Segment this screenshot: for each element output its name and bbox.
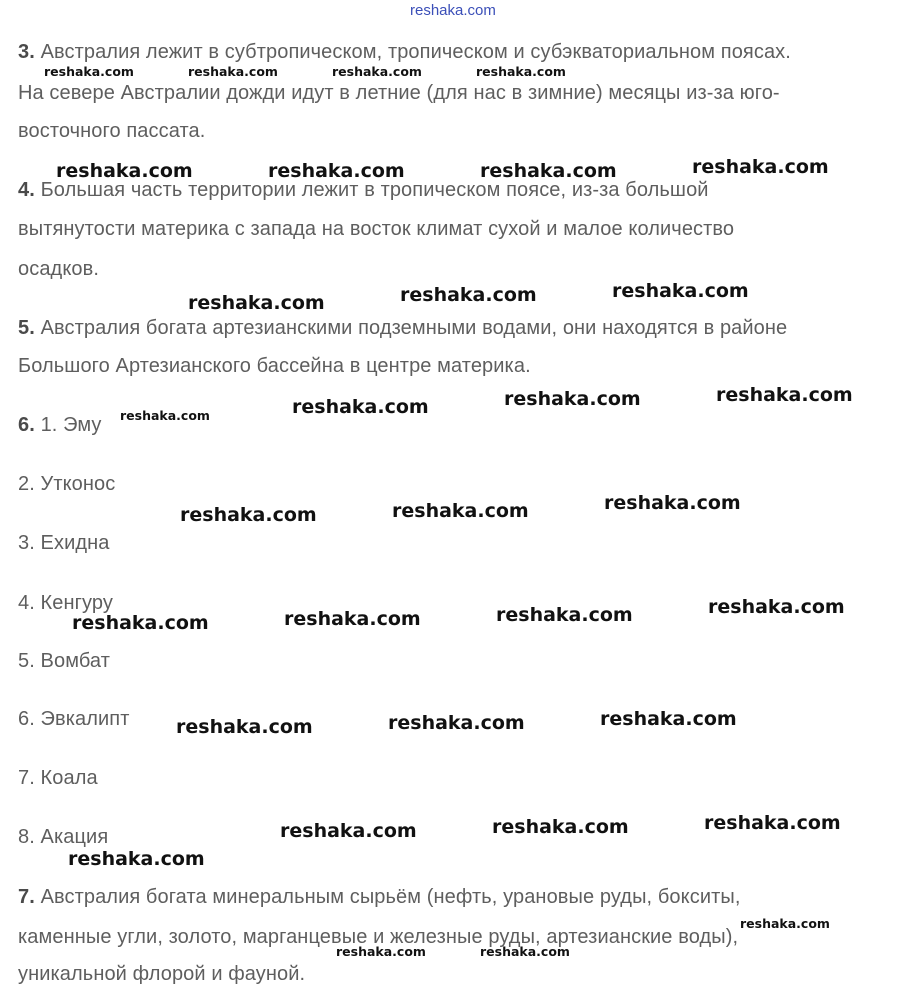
- watermark: reshaka.com: [704, 812, 841, 834]
- watermark: reshaka.com: [292, 396, 429, 418]
- watermark: reshaka.com: [480, 160, 617, 182]
- item-4-line-1: 4. Большая часть территории лежит в тропическом поясе, из-за большой: [18, 179, 709, 201]
- item-7-line-1: 7. Австралия богата минеральным сырьём (нефть, урановые руды, бокситы,: [18, 886, 741, 908]
- watermark: reshaka.com: [388, 712, 525, 734]
- item-number: 6.: [18, 414, 35, 436]
- item-5-line-1: 5. Австралия богата артезианскими подземными водами, они находятся в районе: [18, 317, 788, 339]
- watermark: reshaka.com: [120, 408, 210, 423]
- watermark: reshaka.com: [188, 292, 325, 314]
- item-number: 7.: [18, 886, 35, 908]
- watermark: reshaka.com: [176, 716, 313, 738]
- watermark: reshaka.com: [708, 596, 845, 618]
- item-6-list-2: 2. Утконос: [18, 473, 116, 495]
- item-4-line-2: вытянутости материка с запада на восток климат сухой и малое количество: [18, 218, 735, 240]
- watermark: reshaka.com: [604, 492, 741, 514]
- watermark: reshaka.com: [476, 64, 566, 79]
- watermark: reshaka.com: [492, 816, 629, 838]
- site-header-watermark: reshaka.com: [410, 2, 496, 19]
- watermark: reshaka.com: [72, 612, 209, 634]
- watermark: reshaka.com: [336, 944, 426, 959]
- watermark: reshaka.com: [180, 504, 317, 526]
- item-number: 3.: [18, 41, 35, 63]
- item-7-line-3: уникальной флорой и фауной.: [18, 963, 306, 985]
- item-3-line-3: восточного пассата.: [18, 120, 206, 142]
- item-6-list-6: 6. Эвкалипт: [18, 708, 130, 730]
- item-6-list-7: 7. Коала: [18, 767, 98, 789]
- item-6-list-5: 5. Вомбат: [18, 650, 110, 672]
- item-7-line-2: каменные угли, золото, марганцевые и железные руды, артезианские воды),: [18, 926, 739, 948]
- watermark: reshaka.com: [716, 384, 853, 406]
- item-number: 4.: [18, 179, 35, 201]
- item-3-line-1: 3. Австралия лежит в субтропическом, тропическом и субэкваториальном поясах.: [18, 41, 791, 63]
- watermark: reshaka.com: [612, 280, 749, 302]
- watermark: reshaka.com: [332, 64, 422, 79]
- watermark: reshaka.com: [392, 500, 529, 522]
- item-6-list-1: 6. 1. Эму: [18, 414, 102, 436]
- watermark: reshaka.com: [692, 156, 829, 178]
- watermark: reshaka.com: [504, 388, 641, 410]
- watermark: reshaka.com: [268, 160, 405, 182]
- watermark: reshaka.com: [400, 284, 537, 306]
- watermark: reshaka.com: [44, 64, 134, 79]
- item-4-line-3: осадков.: [18, 258, 99, 280]
- watermark: reshaka.com: [740, 916, 830, 931]
- item-6-list-8: 8. Акация: [18, 826, 109, 848]
- watermark: reshaka.com: [56, 160, 193, 182]
- watermark: reshaka.com: [480, 944, 570, 959]
- item-3-line-2: На севере Австралии дожди идут в летние (для нас в зимние) месяцы из-за юго-: [18, 82, 780, 104]
- watermark: reshaka.com: [284, 608, 421, 630]
- watermark: reshaka.com: [496, 604, 633, 626]
- item-6-list-3: 3. Ехидна: [18, 532, 110, 554]
- watermark: reshaka.com: [188, 64, 278, 79]
- item-5-line-2: Большого Артезианского бассейна в центре материка.: [18, 355, 531, 377]
- item-6-list-4: 4. Кенгуру: [18, 592, 114, 614]
- watermark: reshaka.com: [280, 820, 417, 842]
- watermark: reshaka.com: [68, 848, 205, 870]
- watermark: reshaka.com: [600, 708, 737, 730]
- item-number: 5.: [18, 317, 35, 339]
